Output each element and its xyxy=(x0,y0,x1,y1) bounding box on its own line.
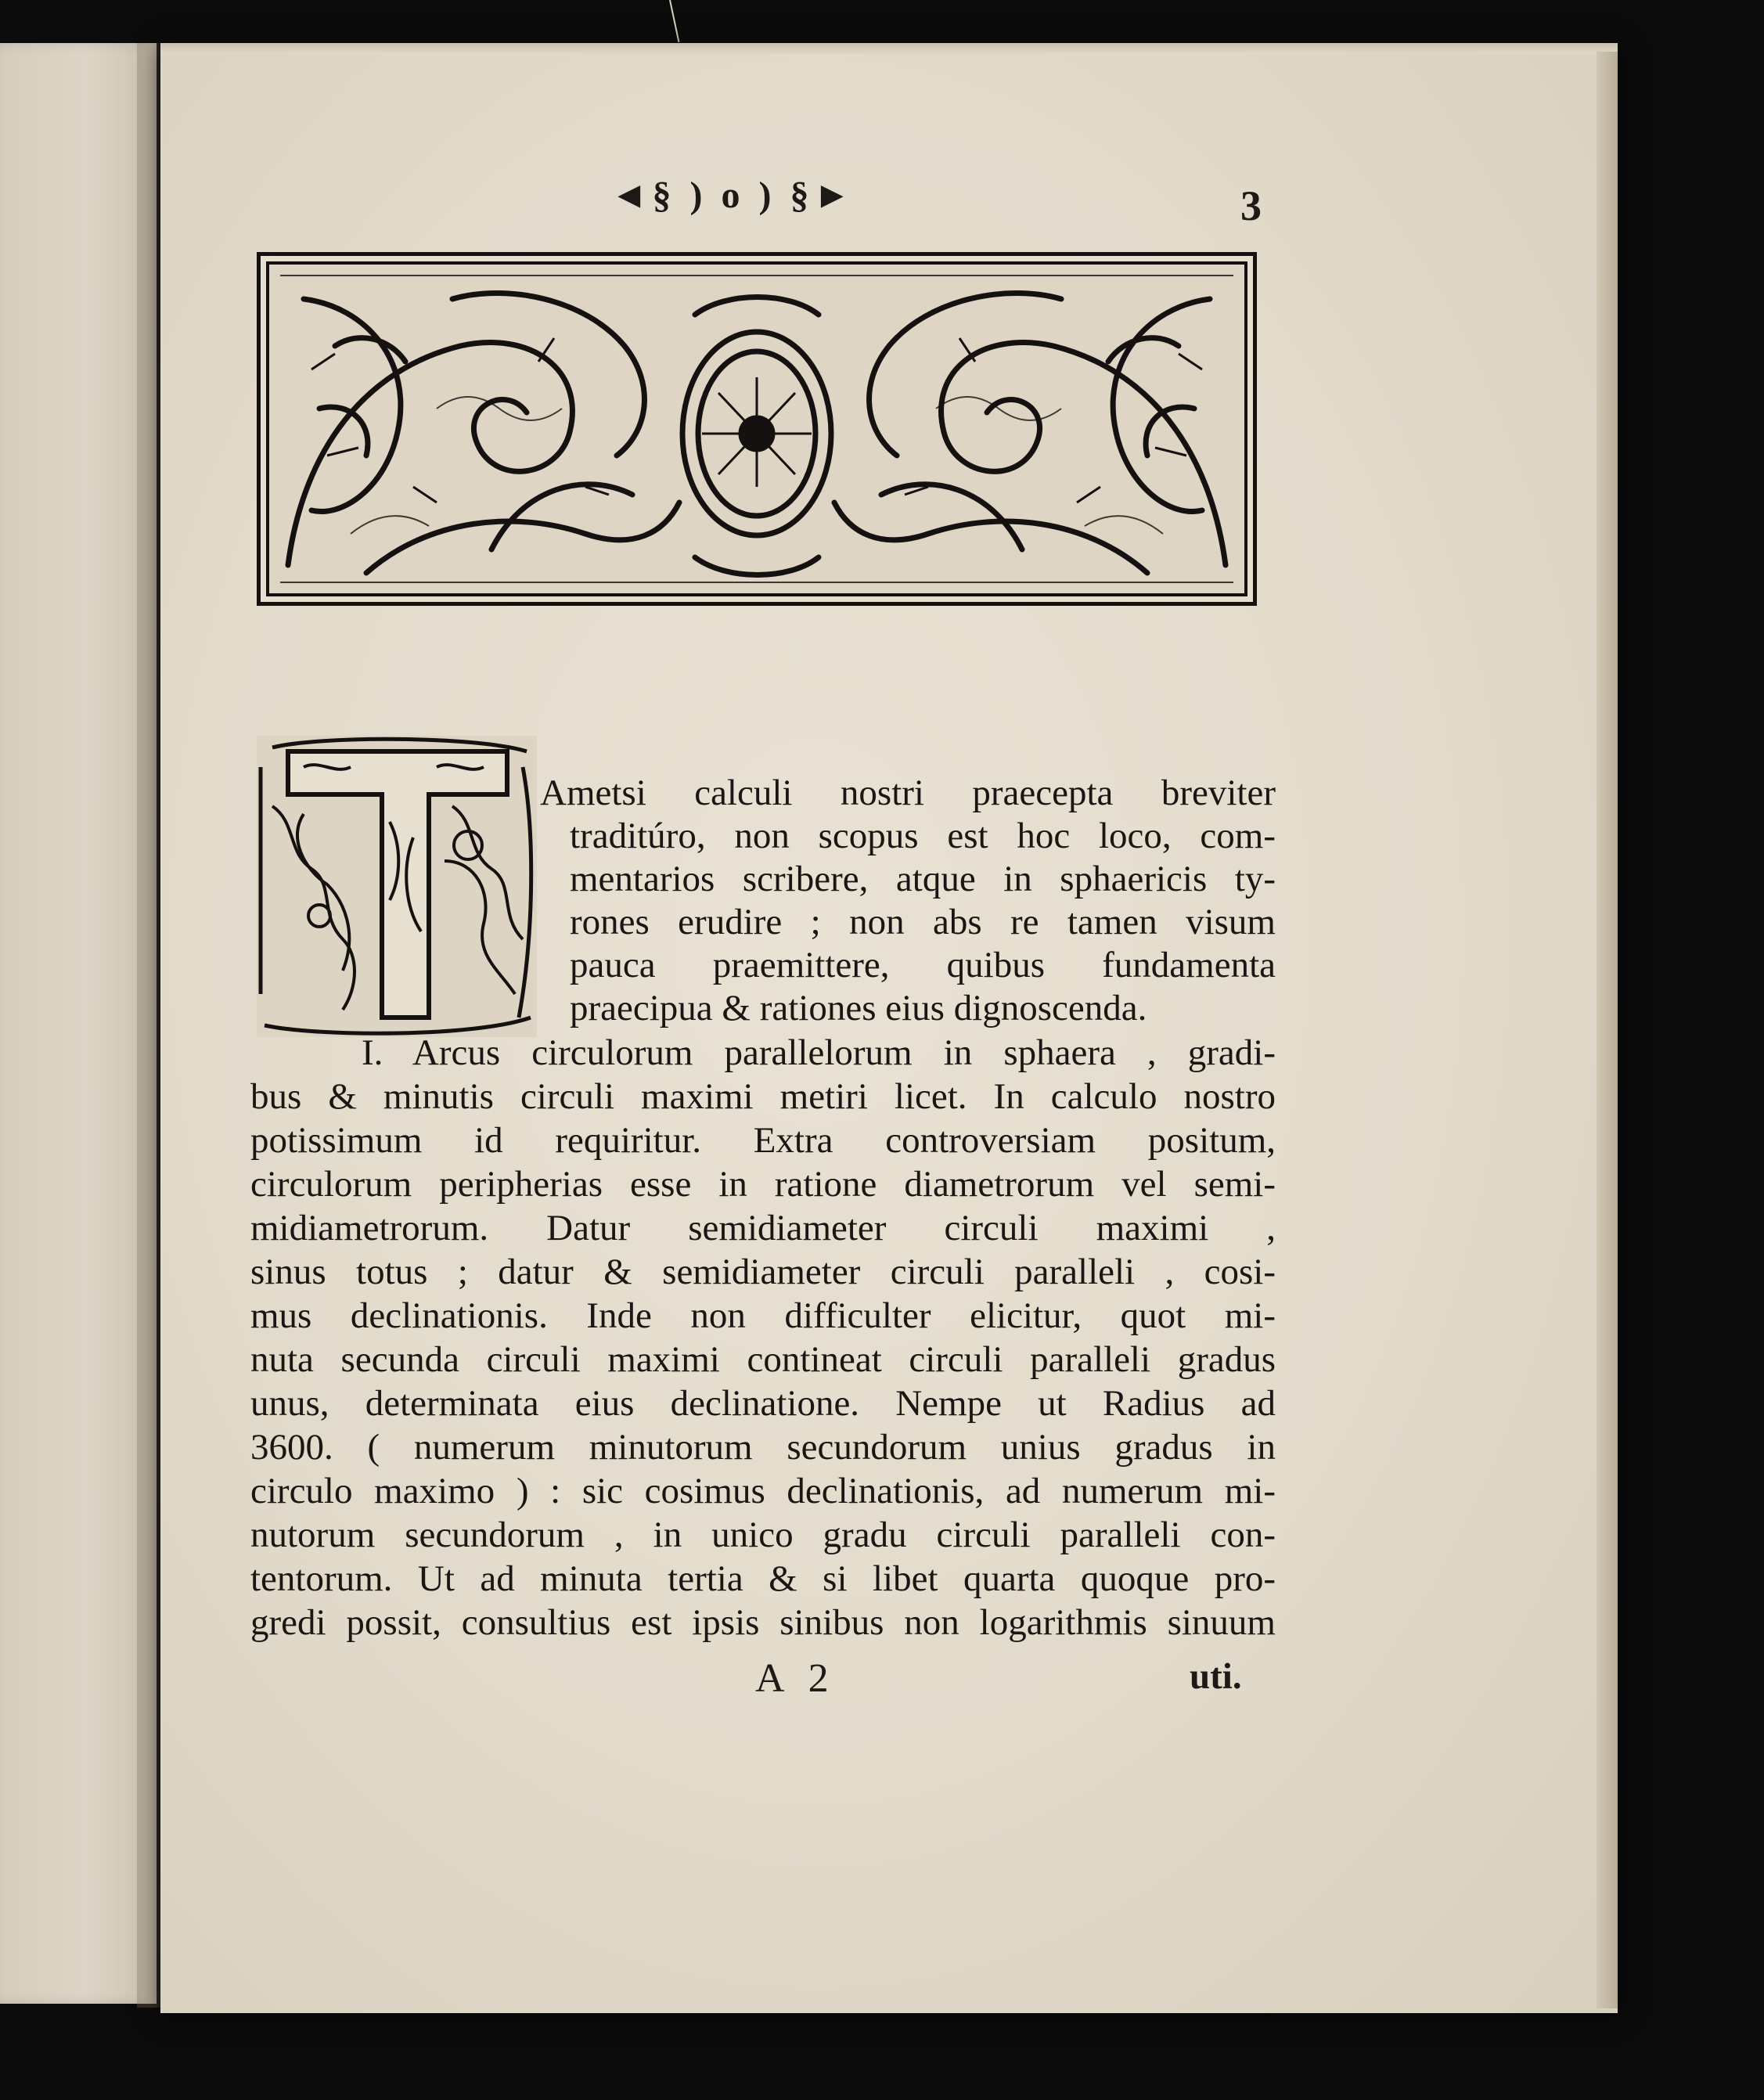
intro-line: praecipua & rationes eius dignoscenda. xyxy=(570,988,1147,1028)
intro-line: pauca praemittere, quibus fundamenta xyxy=(570,945,1276,985)
body-line: potissimum id requiritur. Extra controversiam positum, xyxy=(250,1120,1276,1161)
intro-line: mentarios scribere, atque in sphaericis ty- xyxy=(570,859,1276,899)
body-line: 3600. ( numerum minutorum secundorum unius gradus in xyxy=(250,1427,1276,1468)
body-line: circulo maximo ) : sic cosimus declinationis, ad numerum mi- xyxy=(250,1471,1276,1511)
body-line: bus & minutis circuli maximi metiri licet. In calculo nostro xyxy=(250,1076,1276,1117)
body-line: nuta secunda circuli maximi contineat circuli paralleli gradus xyxy=(250,1339,1276,1380)
body-line: sinus totus ; datur & semidiameter circuli paralleli , cosi- xyxy=(250,1252,1276,1292)
body-line: unus, determinata eius declinatione. Nempe ut Radius ad xyxy=(250,1383,1276,1424)
signature-mark: A 2 xyxy=(755,1656,837,1701)
page-number: 3 xyxy=(1240,182,1262,229)
intro-line: Ametsi calculi nostri praecepta breviter xyxy=(540,773,1276,813)
intro-line: rones erudire ; non abs re tamen visum xyxy=(570,902,1276,942)
body-line: midiametrorum. Datur semidiameter circuli maximi , xyxy=(250,1208,1276,1248)
body-line: gredi possit, consultius est ipsis sinibus non logarithmis sinuum xyxy=(250,1602,1276,1643)
catchword: uti. xyxy=(1190,1656,1242,1697)
body-line: I. Arcus circulorum parallelorum in sphaera , gradi- xyxy=(362,1032,1276,1073)
running-head: ◄§ ) o ) §► xyxy=(610,175,855,216)
body-line: circulorum peripherias esse in ratione diametrorum vel semi- xyxy=(250,1164,1276,1205)
intro-line: traditúro, non scopus est hoc loco, com- xyxy=(570,816,1276,856)
body-line: nutorum secundorum , in unico gradu circuli paralleli con- xyxy=(250,1515,1276,1555)
body-line: mus declinationis. Inde non difficulter elicitur, quot mi- xyxy=(250,1295,1276,1336)
body-line: tentorum. Ut ad minuta tertia & si libet quarta quoque pro- xyxy=(250,1558,1276,1599)
